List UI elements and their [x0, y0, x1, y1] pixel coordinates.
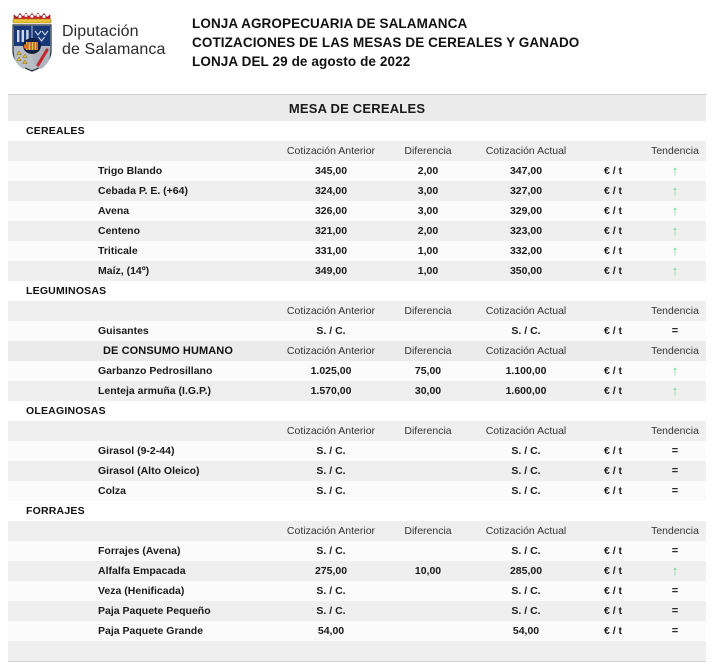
row-previous-price: 345,00 [276, 161, 386, 181]
row-product-name: Avena [8, 201, 276, 221]
table-row[interactable] [8, 561, 706, 581]
row-product-name: Girasol (Alto Oleico) [8, 461, 276, 481]
row-difference: 3,00 [386, 201, 470, 221]
row-difference: 30,00 [386, 381, 470, 401]
row-current-price: 329,00 [470, 201, 582, 221]
row-trend [644, 181, 706, 201]
row-current-price: 1.100,00 [470, 361, 582, 381]
row-trend [644, 161, 706, 181]
row-trend [644, 621, 706, 641]
col-header-trend: Tendencia [644, 141, 706, 161]
table-row[interactable] [8, 201, 706, 221]
row-difference [386, 581, 470, 601]
row-previous-price: S. / C. [276, 581, 386, 601]
row-current-price: 285,00 [470, 561, 582, 581]
row-difference [386, 481, 470, 501]
diputacion-logo [6, 8, 186, 74]
row-unit: € / t [582, 601, 644, 621]
row-trend [644, 441, 706, 461]
row-difference [386, 541, 470, 561]
row-product-name: Paja Paquete Pequeño [8, 601, 276, 621]
trend-equal-icon: = [671, 545, 679, 557]
table-row[interactable] [8, 481, 706, 501]
row-unit: € / t [582, 621, 644, 641]
row-previous-price: 326,00 [276, 201, 386, 221]
band-title-text: MESA DE CEREALES [8, 95, 706, 121]
row-current-price: 54,00 [470, 621, 582, 641]
row-trend [644, 581, 706, 601]
row-trend [644, 561, 706, 581]
row-previous-price: S. / C. [276, 481, 386, 501]
row-unit: € / t [582, 541, 644, 561]
page-header [0, 0, 714, 86]
col-header-current: Cotización Actual [470, 521, 582, 541]
col-header-unit [582, 301, 644, 321]
row-current-price: 350,00 [470, 261, 582, 281]
table-row[interactable] [8, 161, 706, 181]
row-difference: 1,00 [386, 261, 470, 281]
table-row[interactable] [8, 621, 706, 641]
col-header-unit [582, 521, 644, 541]
col-header-previous: Cotización Anterior [276, 141, 386, 161]
row-product-name: Alfalfa Empacada [8, 561, 276, 581]
row-trend [644, 321, 706, 341]
cereales-table [8, 95, 706, 661]
row-previous-price: 275,00 [276, 561, 386, 581]
row-difference [386, 601, 470, 621]
row-trend [644, 201, 706, 221]
trend-equal-icon: = [671, 585, 679, 597]
table-row[interactable] [8, 381, 706, 401]
row-current-price: S. / C. [470, 481, 582, 501]
row-previous-price: 1.025,00 [276, 361, 386, 381]
trend-up-icon: ↑ [671, 183, 679, 198]
subsection-header-row [8, 341, 706, 361]
section-header-oleaginosas [8, 401, 706, 421]
row-trend [644, 241, 706, 261]
row-previous-price: S. / C. [276, 461, 386, 481]
row-previous-price: 324,00 [276, 181, 386, 201]
row-product-name: Garbanzo Pedrosillano [8, 361, 276, 381]
row-unit: € / t [582, 181, 644, 201]
column-header-row [8, 141, 706, 161]
row-product-name: Veza (Henificada) [8, 581, 276, 601]
row-product-name: Maíz, (14º) [8, 261, 276, 281]
trend-equal-icon: = [671, 485, 679, 497]
row-product-name: Guisantes [8, 321, 276, 341]
section-label: FORRAJES [8, 501, 706, 521]
row-product-name: Centeno [8, 221, 276, 241]
row-current-price: S. / C. [470, 321, 582, 341]
row-unit: € / t [582, 201, 644, 221]
row-product-name: Cebada P. E. (+64) [8, 181, 276, 201]
row-previous-price: S. / C. [276, 441, 386, 461]
section-header-cereales [8, 121, 706, 141]
col-header-difference: Diferencia [386, 301, 470, 321]
col-header-name [8, 301, 276, 321]
row-difference: 2,00 [386, 221, 470, 241]
col-header-name [8, 421, 276, 441]
col-header-difference: Diferencia [386, 421, 470, 441]
table-row[interactable] [8, 221, 706, 241]
row-product-name: Forrajes (Avena) [8, 541, 276, 561]
table-bottom-spacer [8, 641, 706, 661]
section-label: CEREALES [8, 121, 706, 141]
table-band-title [8, 95, 706, 121]
column-header-row [8, 421, 706, 441]
col-header-unit [582, 421, 644, 441]
row-unit: € / t [582, 481, 644, 501]
table-row[interactable] [8, 181, 706, 201]
section-label: OLEAGINOSAS [8, 401, 706, 421]
table-row[interactable] [8, 321, 706, 341]
title-line-2: COTIZACIONES DE LAS MESAS DE CEREALES Y GANADO [192, 35, 580, 50]
row-product-name: Triticale [8, 241, 276, 261]
row-unit: € / t [582, 161, 644, 181]
row-current-price: S. / C. [470, 461, 582, 481]
cereales-table-container [8, 94, 706, 662]
row-product-name: Paja Paquete Grande [8, 621, 276, 641]
col-header-trend: Tendencia [644, 341, 706, 361]
logo-line-1: Diputación [62, 23, 139, 41]
subsection-label: DE CONSUMO HUMANO [8, 341, 276, 361]
row-difference: 2,00 [386, 161, 470, 181]
row-current-price: S. / C. [470, 541, 582, 561]
col-header-name [8, 141, 276, 161]
table-row[interactable] [8, 361, 706, 381]
col-header-trend: Tendencia [644, 521, 706, 541]
row-previous-price: 331,00 [276, 241, 386, 261]
table-row[interactable] [8, 461, 706, 481]
trend-equal-icon: = [671, 445, 679, 457]
row-difference [386, 461, 470, 481]
row-current-price: S. / C. [470, 581, 582, 601]
row-current-price: 347,00 [470, 161, 582, 181]
col-header-current: Cotización Actual [470, 421, 582, 441]
column-header-row [8, 521, 706, 541]
trend-up-icon: ↑ [671, 263, 679, 278]
row-unit: € / t [582, 581, 644, 601]
row-unit: € / t [582, 561, 644, 581]
col-header-difference: Diferencia [386, 141, 470, 161]
row-trend [644, 261, 706, 281]
trend-up-icon: ↑ [671, 383, 679, 398]
trend-equal-icon: = [671, 605, 679, 617]
title-line-1: LONJA AGROPECUARIA DE SALAMANCA [192, 16, 468, 31]
row-product-name: Trigo Blando [8, 161, 276, 181]
row-current-price: S. / C. [470, 441, 582, 461]
col-header-previous: Cotización Anterior [276, 521, 386, 541]
col-header-trend: Tendencia [644, 301, 706, 321]
row-difference [386, 441, 470, 461]
col-header-name [8, 521, 276, 541]
row-current-price: 1.600,00 [470, 381, 582, 401]
row-previous-price: 54,00 [276, 621, 386, 641]
col-header-unit [582, 141, 644, 161]
section-label: LEGUMINOSAS [8, 281, 706, 301]
col-header-previous: Cotización Anterior [276, 341, 386, 361]
row-unit: € / t [582, 441, 644, 461]
row-difference [386, 321, 470, 341]
salamanca-coat-of-arms-icon [6, 8, 58, 74]
trend-up-icon: ↑ [671, 243, 679, 258]
trend-equal-icon: = [671, 625, 679, 637]
row-unit: € / t [582, 241, 644, 261]
section-header-forrajes [8, 501, 706, 521]
title-line-3: LONJA DEL 29 de agosto de 2022 [192, 54, 411, 69]
trend-up-icon: ↑ [671, 363, 679, 378]
row-unit: € / t [582, 261, 644, 281]
row-current-price: 323,00 [470, 221, 582, 241]
col-header-current: Cotización Actual [470, 141, 582, 161]
row-difference: 75,00 [386, 361, 470, 381]
row-unit: € / t [582, 381, 644, 401]
col-header-current: Cotización Actual [470, 341, 582, 361]
col-header-difference: Diferencia [386, 341, 470, 361]
column-header-row [8, 301, 706, 321]
row-current-price: S. / C. [470, 601, 582, 621]
row-trend [644, 461, 706, 481]
table-row[interactable] [8, 541, 706, 561]
trend-up-icon: ↑ [671, 223, 679, 238]
row-difference: 1,00 [386, 241, 470, 261]
trend-up-icon: ↑ [671, 563, 679, 578]
row-trend [644, 381, 706, 401]
trend-equal-icon: = [671, 325, 679, 337]
col-header-previous: Cotización Anterior [276, 301, 386, 321]
col-header-unit [582, 341, 644, 361]
table-row[interactable] [8, 601, 706, 621]
row-previous-price: S. / C. [276, 321, 386, 341]
logo-line-2: de Salamanca [62, 41, 166, 58]
row-unit: € / t [582, 461, 644, 481]
row-product-name: Colza [8, 481, 276, 501]
row-previous-price: S. / C. [276, 601, 386, 621]
logo-wordmark [62, 23, 166, 59]
row-difference [386, 621, 470, 641]
row-previous-price: 1.570,00 [276, 381, 386, 401]
col-header-previous: Cotización Anterior [276, 421, 386, 441]
row-unit: € / t [582, 361, 644, 381]
table-row[interactable] [8, 441, 706, 461]
row-trend [644, 221, 706, 241]
document-title [192, 8, 579, 71]
row-trend [644, 361, 706, 381]
trend-up-icon: ↑ [671, 203, 679, 218]
table-row[interactable] [8, 581, 706, 601]
row-previous-price: 349,00 [276, 261, 386, 281]
row-difference: 3,00 [386, 181, 470, 201]
col-header-trend: Tendencia [644, 421, 706, 441]
row-current-price: 332,00 [470, 241, 582, 261]
row-current-price: 327,00 [470, 181, 582, 201]
trend-up-icon: ↑ [671, 163, 679, 178]
col-header-current: Cotización Actual [470, 301, 582, 321]
row-unit: € / t [582, 221, 644, 241]
row-unit: € / t [582, 321, 644, 341]
table-row[interactable] [8, 261, 706, 281]
col-header-difference: Diferencia [386, 521, 470, 541]
row-trend [644, 601, 706, 621]
section-header-leguminosas [8, 281, 706, 301]
row-trend [644, 481, 706, 501]
table-row[interactable] [8, 241, 706, 261]
row-product-name: Girasol (9-2-44) [8, 441, 276, 461]
row-previous-price: S. / C. [276, 541, 386, 561]
row-difference: 10,00 [386, 561, 470, 581]
row-trend [644, 541, 706, 561]
row-product-name: Lenteja armuña (I.G.P.) [8, 381, 276, 401]
row-previous-price: 321,00 [276, 221, 386, 241]
trend-equal-icon: = [671, 465, 679, 477]
